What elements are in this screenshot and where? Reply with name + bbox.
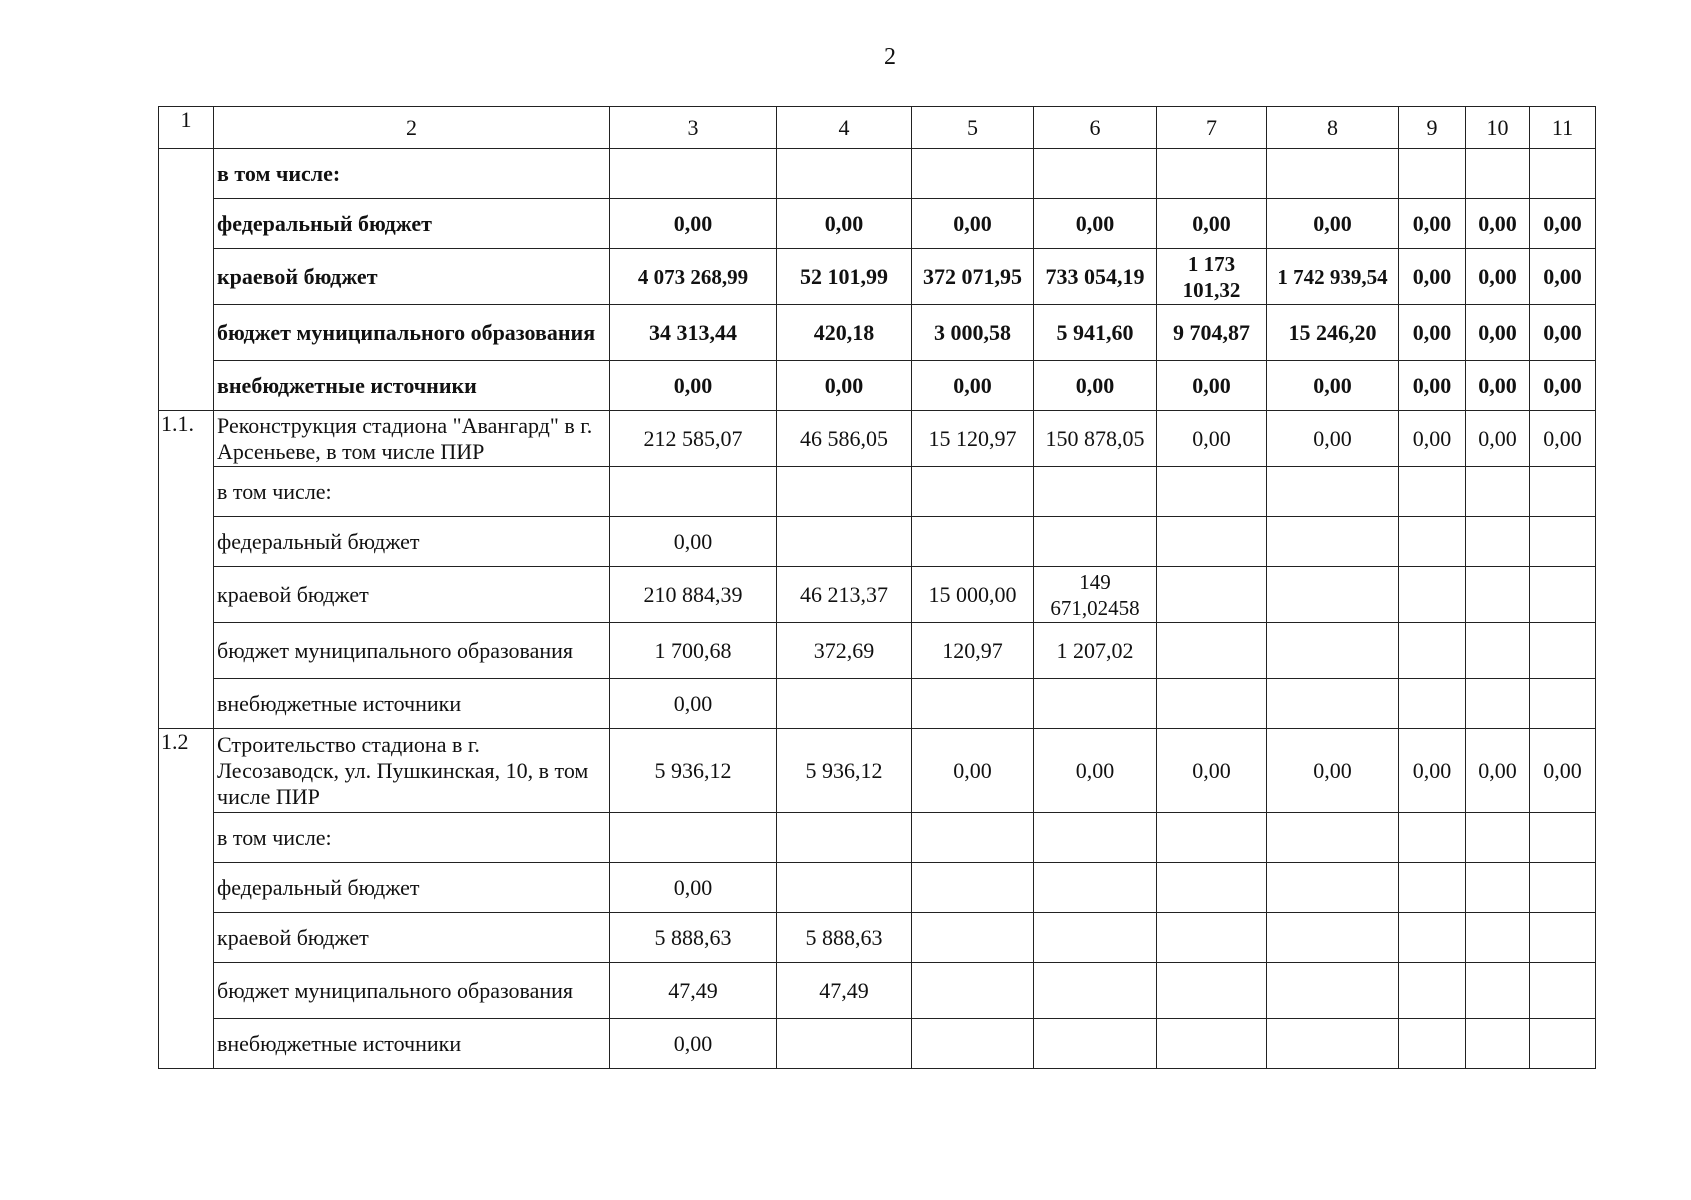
- section-title: Строительство стадиона в г. Лесозаводск, ул. Пушкинская, 10, в том числе ПИР: [214, 729, 610, 813]
- table-cell: 52 101,99: [777, 249, 912, 305]
- table-cell: 149 671,02458: [1034, 567, 1157, 623]
- table-cell: [1399, 517, 1466, 567]
- table-cell: 0,00: [1267, 361, 1399, 411]
- table-cell: [1157, 149, 1267, 199]
- table-cell: 0,00: [1466, 199, 1530, 249]
- table-cell: 0,00: [1267, 199, 1399, 249]
- table-cell: 1 700,68: [610, 623, 777, 679]
- row-label: федеральный бюджет: [214, 863, 610, 913]
- table-cell: 47,49: [610, 963, 777, 1019]
- table-cell: 47,49: [777, 963, 912, 1019]
- row-label: внебюджетные источники: [214, 1019, 610, 1069]
- table-cell: [1530, 623, 1596, 679]
- table-cell: 5 941,60: [1034, 305, 1157, 361]
- table-cell: [1530, 913, 1596, 963]
- table-cell: [1267, 467, 1399, 517]
- table-cell: [1466, 963, 1530, 1019]
- table-cell: 0,00: [1157, 361, 1267, 411]
- table-cell: [777, 813, 912, 863]
- table-cell: [1466, 467, 1530, 517]
- table-cell: [1399, 567, 1466, 623]
- row-label: внебюджетные источники: [214, 361, 610, 411]
- table-cell: [1466, 679, 1530, 729]
- table-cell: [1399, 813, 1466, 863]
- table-cell: [1157, 963, 1267, 1019]
- table-cell: 0,00: [1466, 411, 1530, 467]
- table-cell: [1034, 679, 1157, 729]
- table-cell: 1 742 939,54: [1267, 249, 1399, 305]
- row-label: краевой бюджет: [214, 249, 610, 305]
- table-cell: 210 884,39: [610, 567, 777, 623]
- row-label: федеральный бюджет: [214, 199, 610, 249]
- table-cell: [912, 963, 1034, 1019]
- table-cell: [1157, 913, 1267, 963]
- table-row: [159, 249, 1596, 305]
- table-cell: [1530, 1019, 1596, 1069]
- column-header: 9: [1399, 107, 1466, 149]
- table-body: [159, 107, 1596, 1069]
- table-row: [159, 1019, 1596, 1069]
- table-row: [159, 199, 1596, 249]
- table-cell: 0,00: [777, 199, 912, 249]
- table-cell: 4 073 268,99: [610, 249, 777, 305]
- table-cell: 0,00: [1267, 729, 1399, 813]
- table-cell: [610, 813, 777, 863]
- table-cell: [1399, 913, 1466, 963]
- table-cell: [777, 679, 912, 729]
- table-cell: [1530, 863, 1596, 913]
- table-cell: [1399, 623, 1466, 679]
- column-header: 7: [1157, 107, 1267, 149]
- table-cell: 0,00: [610, 679, 777, 729]
- table-cell: 0,00: [1530, 361, 1596, 411]
- table-cell: [1267, 863, 1399, 913]
- table-cell: [1466, 813, 1530, 863]
- table-cell: 3 000,58: [912, 305, 1034, 361]
- table-cell: [1399, 863, 1466, 913]
- table-cell: 0,00: [1399, 249, 1466, 305]
- table-row: [159, 963, 1596, 1019]
- column-header: 3: [610, 107, 777, 149]
- table-cell: 34 313,44: [610, 305, 777, 361]
- table-cell: 733 054,19: [1034, 249, 1157, 305]
- table-cell: 150 878,05: [1034, 411, 1157, 467]
- table-cell: 0,00: [1530, 305, 1596, 361]
- table-cell: 0,00: [1466, 729, 1530, 813]
- row-label: бюджет муниципального образования: [214, 305, 610, 361]
- column-header: 2: [214, 107, 610, 149]
- table-cell: [1267, 963, 1399, 1019]
- table-cell: [1034, 149, 1157, 199]
- table-row: [159, 623, 1596, 679]
- table-cell: [1157, 517, 1267, 567]
- table-cell: [1530, 467, 1596, 517]
- table-cell: 15 000,00: [912, 567, 1034, 623]
- section-title-row: [159, 729, 1596, 813]
- table-row: [159, 305, 1596, 361]
- table-row: [159, 467, 1596, 517]
- table-cell: 0,00: [1034, 729, 1157, 813]
- section-title-row: [159, 411, 1596, 467]
- table-cell: [1399, 467, 1466, 517]
- table-cell: [1399, 149, 1466, 199]
- table-cell: [1530, 963, 1596, 1019]
- budget-table: [158, 106, 1596, 1069]
- table-row: [159, 913, 1596, 963]
- table-cell: [1399, 963, 1466, 1019]
- table-cell: [1034, 963, 1157, 1019]
- section-title: Реконструкция стадиона "Авангард" в г. Арсеньеве, в том числе ПИР: [214, 411, 610, 467]
- table-cell: 0,00: [1157, 199, 1267, 249]
- table-cell: 0,00: [912, 729, 1034, 813]
- section-index: 1.2: [159, 729, 214, 1069]
- table-cell: [610, 149, 777, 199]
- table-cell: [1267, 567, 1399, 623]
- column-header: 6: [1034, 107, 1157, 149]
- table-cell: [912, 149, 1034, 199]
- row-label: бюджет муниципального образования: [214, 963, 610, 1019]
- table-cell: [1157, 567, 1267, 623]
- table-cell: [912, 467, 1034, 517]
- table-cell: [1157, 813, 1267, 863]
- column-header: 11: [1530, 107, 1596, 149]
- table-cell: [1399, 679, 1466, 729]
- row-label: бюджет муниципального образования: [214, 623, 610, 679]
- table-cell: [1034, 863, 1157, 913]
- table-cell: [1157, 1019, 1267, 1069]
- table-cell: 1 173 101,32: [1157, 249, 1267, 305]
- table-cell: 212 585,07: [610, 411, 777, 467]
- table-cell: 5 936,12: [610, 729, 777, 813]
- table-cell: [777, 1019, 912, 1069]
- table-cell: 0,00: [777, 361, 912, 411]
- table-cell: [1034, 517, 1157, 567]
- table-cell: [1267, 813, 1399, 863]
- table-cell: 0,00: [1034, 199, 1157, 249]
- table-cell: 15 246,20: [1267, 305, 1399, 361]
- table-cell: [912, 913, 1034, 963]
- table-row: [159, 679, 1596, 729]
- table-cell: 372,69: [777, 623, 912, 679]
- table-cell: [1034, 813, 1157, 863]
- table-cell: [777, 863, 912, 913]
- table-cell: 1 207,02: [1034, 623, 1157, 679]
- column-header: 8: [1267, 107, 1399, 149]
- table-row: [159, 149, 1596, 199]
- table-row: [159, 863, 1596, 913]
- table-cell: 0,00: [1267, 411, 1399, 467]
- table-cell: [1157, 623, 1267, 679]
- table-cell: [1466, 1019, 1530, 1069]
- table-cell: [777, 467, 912, 517]
- table-cell: 0,00: [1399, 729, 1466, 813]
- table-cell: [1267, 149, 1399, 199]
- row-label: федеральный бюджет: [214, 517, 610, 567]
- table-cell: 0,00: [1399, 199, 1466, 249]
- table-cell: [912, 517, 1034, 567]
- table-cell: [1399, 1019, 1466, 1069]
- table-cell: 9 704,87: [1157, 305, 1267, 361]
- table-row: [159, 517, 1596, 567]
- table-cell: [1530, 567, 1596, 623]
- column-number-row: [159, 107, 1596, 149]
- row-label: внебюджетные источники: [214, 679, 610, 729]
- table-cell: [912, 679, 1034, 729]
- table-cell: [1530, 813, 1596, 863]
- table-cell: [1466, 517, 1530, 567]
- row-label: краевой бюджет: [214, 913, 610, 963]
- table-cell: 0,00: [1466, 305, 1530, 361]
- table-cell: 0,00: [912, 361, 1034, 411]
- table-cell: [1466, 623, 1530, 679]
- table-cell: 46 213,37: [777, 567, 912, 623]
- table-cell: 0,00: [1530, 199, 1596, 249]
- table-cell: 46 586,05: [777, 411, 912, 467]
- table-cell: [1157, 679, 1267, 729]
- table-cell: [1267, 913, 1399, 963]
- row-label: в том числе:: [214, 813, 610, 863]
- table-cell: 0,00: [1399, 411, 1466, 467]
- table-cell: 0,00: [1399, 305, 1466, 361]
- table-cell: [1034, 1019, 1157, 1069]
- table-cell: [1034, 913, 1157, 963]
- table-cell: 5 888,63: [610, 913, 777, 963]
- section-index: [159, 149, 214, 411]
- table-cell: 0,00: [610, 1019, 777, 1069]
- table-cell: [1267, 1019, 1399, 1069]
- table-cell: [777, 517, 912, 567]
- table-cell: 5 888,63: [777, 913, 912, 963]
- table-cell: 0,00: [610, 361, 777, 411]
- column-header: 4: [777, 107, 912, 149]
- table-cell: [1267, 679, 1399, 729]
- section-index: 1.1.: [159, 411, 214, 729]
- table-cell: 0,00: [610, 517, 777, 567]
- table-cell: [1466, 863, 1530, 913]
- table-cell: [1466, 567, 1530, 623]
- table-cell: 0,00: [1530, 729, 1596, 813]
- table-cell: 0,00: [610, 863, 777, 913]
- table-cell: [1267, 517, 1399, 567]
- table-cell: 0,00: [912, 199, 1034, 249]
- table-cell: 0,00: [1530, 411, 1596, 467]
- row-label: в том числе:: [214, 149, 610, 199]
- table-cell: 372 071,95: [912, 249, 1034, 305]
- table-cell: [1157, 863, 1267, 913]
- table-cell: [1267, 623, 1399, 679]
- table-cell: 0,00: [1399, 361, 1466, 411]
- table-row: [159, 567, 1596, 623]
- table-cell: 0,00: [1530, 249, 1596, 305]
- table-cell: 0,00: [1034, 361, 1157, 411]
- table-cell: 5 936,12: [777, 729, 912, 813]
- table-cell: [777, 149, 912, 199]
- table-cell: [1157, 467, 1267, 517]
- table-row: [159, 361, 1596, 411]
- table-cell: 15 120,97: [912, 411, 1034, 467]
- table-cell: [1530, 679, 1596, 729]
- table-cell: [610, 467, 777, 517]
- table-cell: 420,18: [777, 305, 912, 361]
- page-number: 2: [884, 44, 896, 70]
- table-cell: [912, 813, 1034, 863]
- table-cell: [1530, 149, 1596, 199]
- column-header: 5: [912, 107, 1034, 149]
- table-cell: [1466, 913, 1530, 963]
- row-label: краевой бюджет: [214, 567, 610, 623]
- table-cell: [912, 863, 1034, 913]
- table-cell: [1530, 517, 1596, 567]
- row-label: в том числе:: [214, 467, 610, 517]
- table-cell: 0,00: [1157, 411, 1267, 467]
- table-cell: 120,97: [912, 623, 1034, 679]
- table-cell: 0,00: [1466, 361, 1530, 411]
- table-cell: 0,00: [1157, 729, 1267, 813]
- table-cell: [1034, 467, 1157, 517]
- column-header: 1: [159, 107, 214, 149]
- table-row: [159, 813, 1596, 863]
- table-cell: [1466, 149, 1530, 199]
- table-cell: [912, 1019, 1034, 1069]
- table-cell: 0,00: [610, 199, 777, 249]
- table-cell: 0,00: [1466, 249, 1530, 305]
- column-header: 10: [1466, 107, 1530, 149]
